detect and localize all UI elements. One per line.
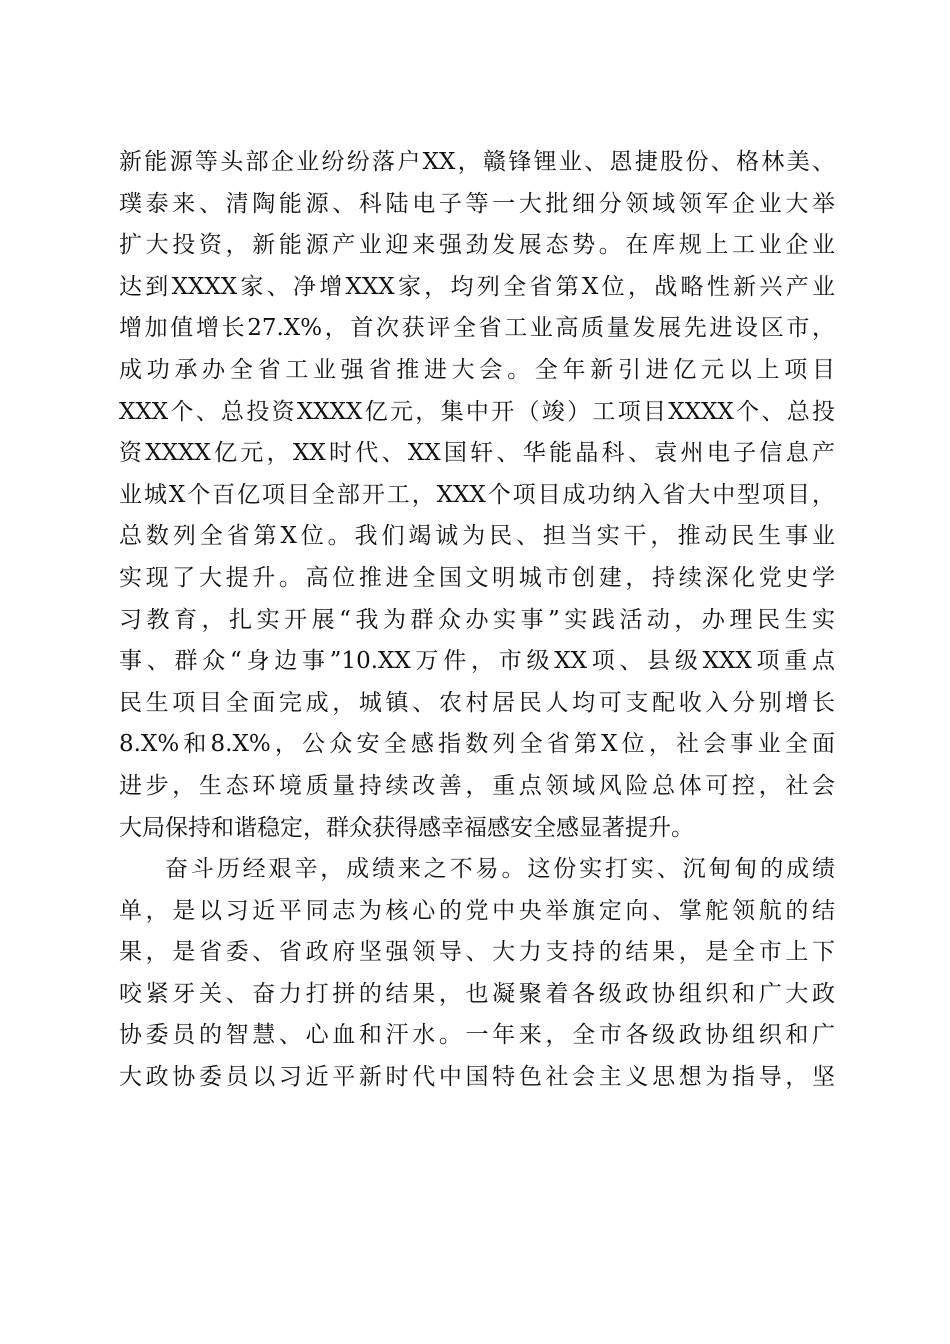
text-line: 进步，生态环境质量持续改善，重点领域风险总体可控，社会	[119, 772, 835, 799]
text-line: 民生项目全面完成，城镇、农村居民人均可支配收入分别增长	[119, 689, 835, 716]
text-line: 奋斗历经艰辛，成绩来之不易。这份实打实、沉甸甸的成绩	[165, 856, 835, 883]
text-line: 实现了大提升。高位推进全国文明城市创建，持续深化党史学	[119, 564, 835, 591]
paragraph-2	[119, 849, 835, 1099]
body-text	[119, 142, 835, 1099]
paragraph-1	[119, 142, 835, 849]
text-line: 新能源等头部企业纷纷落户XX，赣锋锂业、恩捷股份、格林美、	[119, 149, 835, 175]
text-line: 果，是省委、省政府坚强领导、大力支持的结果，是全市上下	[119, 939, 835, 966]
text-line: 8.X%和8.X%，公众安全感指数列全省第X位，社会事业全面	[119, 731, 835, 758]
text-line: 业城X个百亿项目全部开工，XXX个项目成功纳入省大中型项目，	[119, 481, 835, 508]
text-line: 事、群众“身边事”10.XX万件，市级XX项、县级XXX项重点	[119, 648, 835, 675]
text-line: 协委员的智慧、心血和汗水。一年来，全市各级政协组织和广	[119, 1022, 835, 1049]
text-line: 扩大投资，新能源产业迎来强劲发展态势。在库规上工业企业	[119, 232, 835, 259]
text-line: 大局保持和谐稳定，群众获得感幸福感安全感显著提升。	[119, 814, 694, 841]
text-line: 大政协委员以习近平新时代中国特色社会主义思想为指导，坚	[119, 1064, 835, 1091]
text-line: 成功承办全省工业强省推进大会。全年新引进亿元以上项目	[119, 356, 835, 383]
text-line: 总数列全省第X位。我们竭诚为民、担当实干，推动民生事业	[119, 523, 835, 550]
text-line: 达到XXXX家、净增XXX家，均列全省第X位，战略性新兴产业	[119, 273, 835, 300]
text-line: XXX个、总投资XXXX亿元，集中开（竣）工项目XXXX个、总投	[119, 398, 835, 425]
text-line: 增加值增长27.X%，首次获评全省工业高质量发展先进设区市，	[119, 315, 835, 342]
text-line: 习教育，扎实开展“我为群众办实事”实践活动，办理民生实	[119, 606, 835, 633]
text-line: 璞泰来、清陶能源、科陆电子等一大批细分领域领军企业大举	[119, 190, 835, 217]
text-line: 单，是以习近平同志为核心的党中央举旗定向、掌舵领航的结	[119, 897, 835, 924]
text-line: 资XXXX亿元，XX时代、XX国轩、华能晶科、袁州电子信息产	[119, 440, 835, 467]
text-line: 咬紧牙关、奋力打拼的结果，也凝聚着各级政协组织和广大政	[119, 980, 835, 1007]
